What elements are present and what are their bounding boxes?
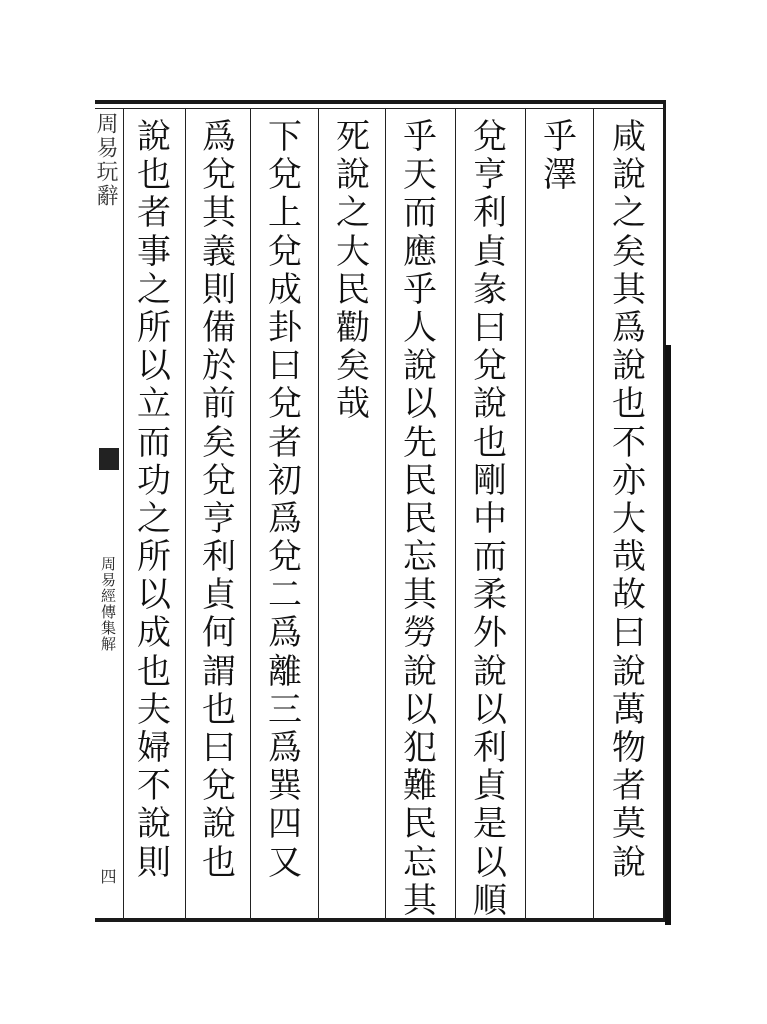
text-char: 中 [473, 498, 507, 539]
running-title: 周易玩辭 [93, 112, 118, 208]
text-char: 乎 [403, 269, 437, 310]
text-char: 又 [268, 842, 302, 883]
text-char: 也 [137, 651, 171, 692]
text-char: 利 [473, 193, 507, 234]
text-char: 成 [137, 613, 171, 654]
text-char: 爲 [268, 728, 302, 768]
text-char: 之 [612, 193, 646, 234]
text-column-3 [467, 118, 513, 920]
text-char: 大 [612, 498, 646, 539]
text-char: 其 [403, 575, 437, 616]
text-char: 初 [268, 460, 302, 501]
frame-bottom-border [95, 918, 665, 922]
frame-right-shadow [665, 345, 671, 925]
text-char: 外 [473, 613, 507, 654]
text-char: 物 [612, 728, 646, 768]
text-char: 婦 [137, 728, 171, 768]
text-char: 曰 [202, 728, 236, 768]
text-char: 咸 [612, 117, 646, 157]
text-column-8 [131, 118, 177, 882]
frame-top-border [95, 100, 665, 104]
text-char: 爲 [612, 307, 646, 348]
text-char: 兌 [473, 346, 507, 387]
text-char: 勸 [336, 307, 370, 348]
text-char: 乎 [543, 117, 577, 157]
page-number: 四 [98, 868, 117, 884]
book-name: 周易經傳集解 [99, 556, 117, 652]
text-char: 爲 [268, 613, 302, 654]
text-char: 不 [612, 422, 646, 463]
text-char: 曰 [268, 346, 302, 387]
text-char: 不 [137, 766, 171, 807]
text-char: 民 [403, 804, 437, 845]
text-char: 人 [403, 307, 437, 348]
text-char: 兌 [202, 766, 236, 807]
text-column-7 [196, 118, 242, 882]
text-char: 貞 [473, 231, 507, 272]
text-char: 剛 [473, 460, 507, 501]
text-char: 二 [268, 575, 302, 616]
column-divider [385, 108, 386, 920]
text-char: 卦 [268, 307, 302, 348]
text-char: 難 [403, 766, 437, 807]
text-char: 以 [473, 689, 507, 730]
text-char: 其 [403, 880, 437, 921]
text-char: 四 [268, 804, 302, 845]
text-char: 澤 [543, 155, 577, 196]
text-char: 說 [403, 651, 437, 692]
column-divider [250, 108, 251, 920]
text-char: 而 [137, 422, 171, 463]
text-char: 也 [612, 384, 646, 425]
text-char: 也 [202, 689, 236, 730]
text-char: 三 [268, 689, 302, 730]
text-char: 所 [137, 307, 171, 348]
text-char: 故 [612, 575, 646, 616]
page-margin-strip [93, 108, 121, 920]
text-char: 以 [473, 842, 507, 883]
text-column-1 [606, 118, 652, 882]
text-char: 爲 [202, 117, 236, 157]
text-char: 也 [473, 422, 507, 463]
text-char: 矣 [336, 346, 370, 387]
text-char: 亨 [202, 498, 236, 539]
column-divider [455, 108, 456, 920]
text-char: 爲 [268, 498, 302, 539]
text-char: 哉 [612, 537, 646, 578]
text-char: 所 [137, 537, 171, 578]
text-char: 說 [202, 804, 236, 845]
text-char: 民 [336, 269, 370, 310]
text-char: 大 [336, 231, 370, 272]
text-char: 利 [202, 537, 236, 578]
text-char: 立 [137, 384, 171, 425]
text-char: 兌 [202, 155, 236, 196]
text-char: 其 [612, 269, 646, 310]
text-char: 義 [202, 231, 236, 272]
text-char: 天 [403, 155, 437, 196]
column-divider [525, 108, 526, 920]
text-column-5 [330, 118, 376, 424]
text-char: 上 [268, 193, 302, 234]
text-char: 說 [473, 384, 507, 425]
text-char: 民 [403, 498, 437, 539]
text-char: 者 [612, 766, 646, 807]
text-char: 順 [473, 880, 507, 921]
text-char: 其 [202, 193, 236, 234]
text-char: 則 [202, 269, 236, 310]
text-char: 說 [137, 804, 171, 845]
text-char: 以 [137, 575, 171, 616]
text-char: 前 [202, 384, 236, 425]
text-char: 者 [268, 422, 302, 463]
text-column-4 [397, 118, 443, 920]
text-char: 說 [612, 651, 646, 692]
text-char: 忘 [403, 842, 437, 883]
text-char: 柔 [473, 575, 507, 616]
text-char: 何 [202, 613, 236, 654]
text-char: 犯 [403, 728, 437, 768]
text-char: 說 [612, 842, 646, 883]
fishtail-mark [99, 448, 119, 470]
text-char: 者 [137, 193, 171, 234]
text-char: 以 [137, 346, 171, 387]
text-char: 說 [612, 155, 646, 196]
text-char: 先 [403, 422, 437, 463]
text-char: 巽 [268, 766, 302, 807]
column-divider [318, 108, 319, 920]
text-char: 哉 [336, 384, 370, 425]
text-char: 之 [336, 193, 370, 234]
text-char: 忘 [403, 537, 437, 578]
text-char: 勞 [403, 613, 437, 654]
text-char: 離 [268, 651, 302, 692]
text-char: 亨 [473, 155, 507, 196]
column-divider [593, 108, 594, 920]
text-char: 死 [336, 117, 370, 157]
text-char: 以 [403, 384, 437, 425]
text-char: 說 [403, 346, 437, 387]
text-char: 功 [137, 460, 171, 501]
text-char: 說 [336, 155, 370, 196]
text-char: 而 [403, 193, 437, 234]
text-char: 下 [268, 117, 302, 157]
text-char: 之 [137, 269, 171, 310]
text-char: 也 [137, 155, 171, 196]
text-char: 兌 [268, 231, 302, 272]
text-char: 兌 [202, 460, 236, 501]
text-char: 兌 [268, 155, 302, 196]
text-column-2 [537, 118, 583, 194]
column-divider [185, 108, 186, 920]
text-char: 夫 [137, 689, 171, 730]
text-char: 是 [473, 804, 507, 845]
text-char: 曰 [612, 613, 646, 654]
text-char: 說 [473, 651, 507, 692]
text-char: 矣 [202, 422, 236, 463]
frame-inner-top-border [95, 108, 665, 109]
text-char: 兌 [268, 384, 302, 425]
text-char: 貞 [202, 575, 236, 616]
text-column-6 [262, 118, 308, 882]
text-char: 莫 [612, 804, 646, 845]
text-char: 以 [403, 689, 437, 730]
text-char: 之 [137, 498, 171, 539]
text-char: 萬 [612, 689, 646, 730]
text-char: 說 [137, 117, 171, 157]
text-char: 彖 [473, 269, 507, 310]
text-char: 謂 [202, 651, 236, 692]
text-char: 備 [202, 307, 236, 348]
text-char: 也 [202, 842, 236, 883]
text-char: 於 [202, 346, 236, 387]
text-char: 矣 [612, 231, 646, 272]
text-char: 兌 [268, 537, 302, 578]
text-char: 事 [137, 231, 171, 272]
text-char: 貞 [473, 766, 507, 807]
text-char: 則 [137, 842, 171, 883]
text-char: 民 [403, 460, 437, 501]
column-divider [123, 108, 124, 920]
text-char: 成 [268, 269, 302, 310]
text-char: 乎 [403, 117, 437, 157]
text-char: 兌 [473, 117, 507, 157]
text-char: 曰 [473, 307, 507, 348]
text-char: 利 [473, 728, 507, 768]
text-char: 而 [473, 537, 507, 578]
text-char: 說 [612, 346, 646, 387]
text-char: 應 [403, 231, 437, 272]
text-char: 亦 [612, 460, 646, 501]
